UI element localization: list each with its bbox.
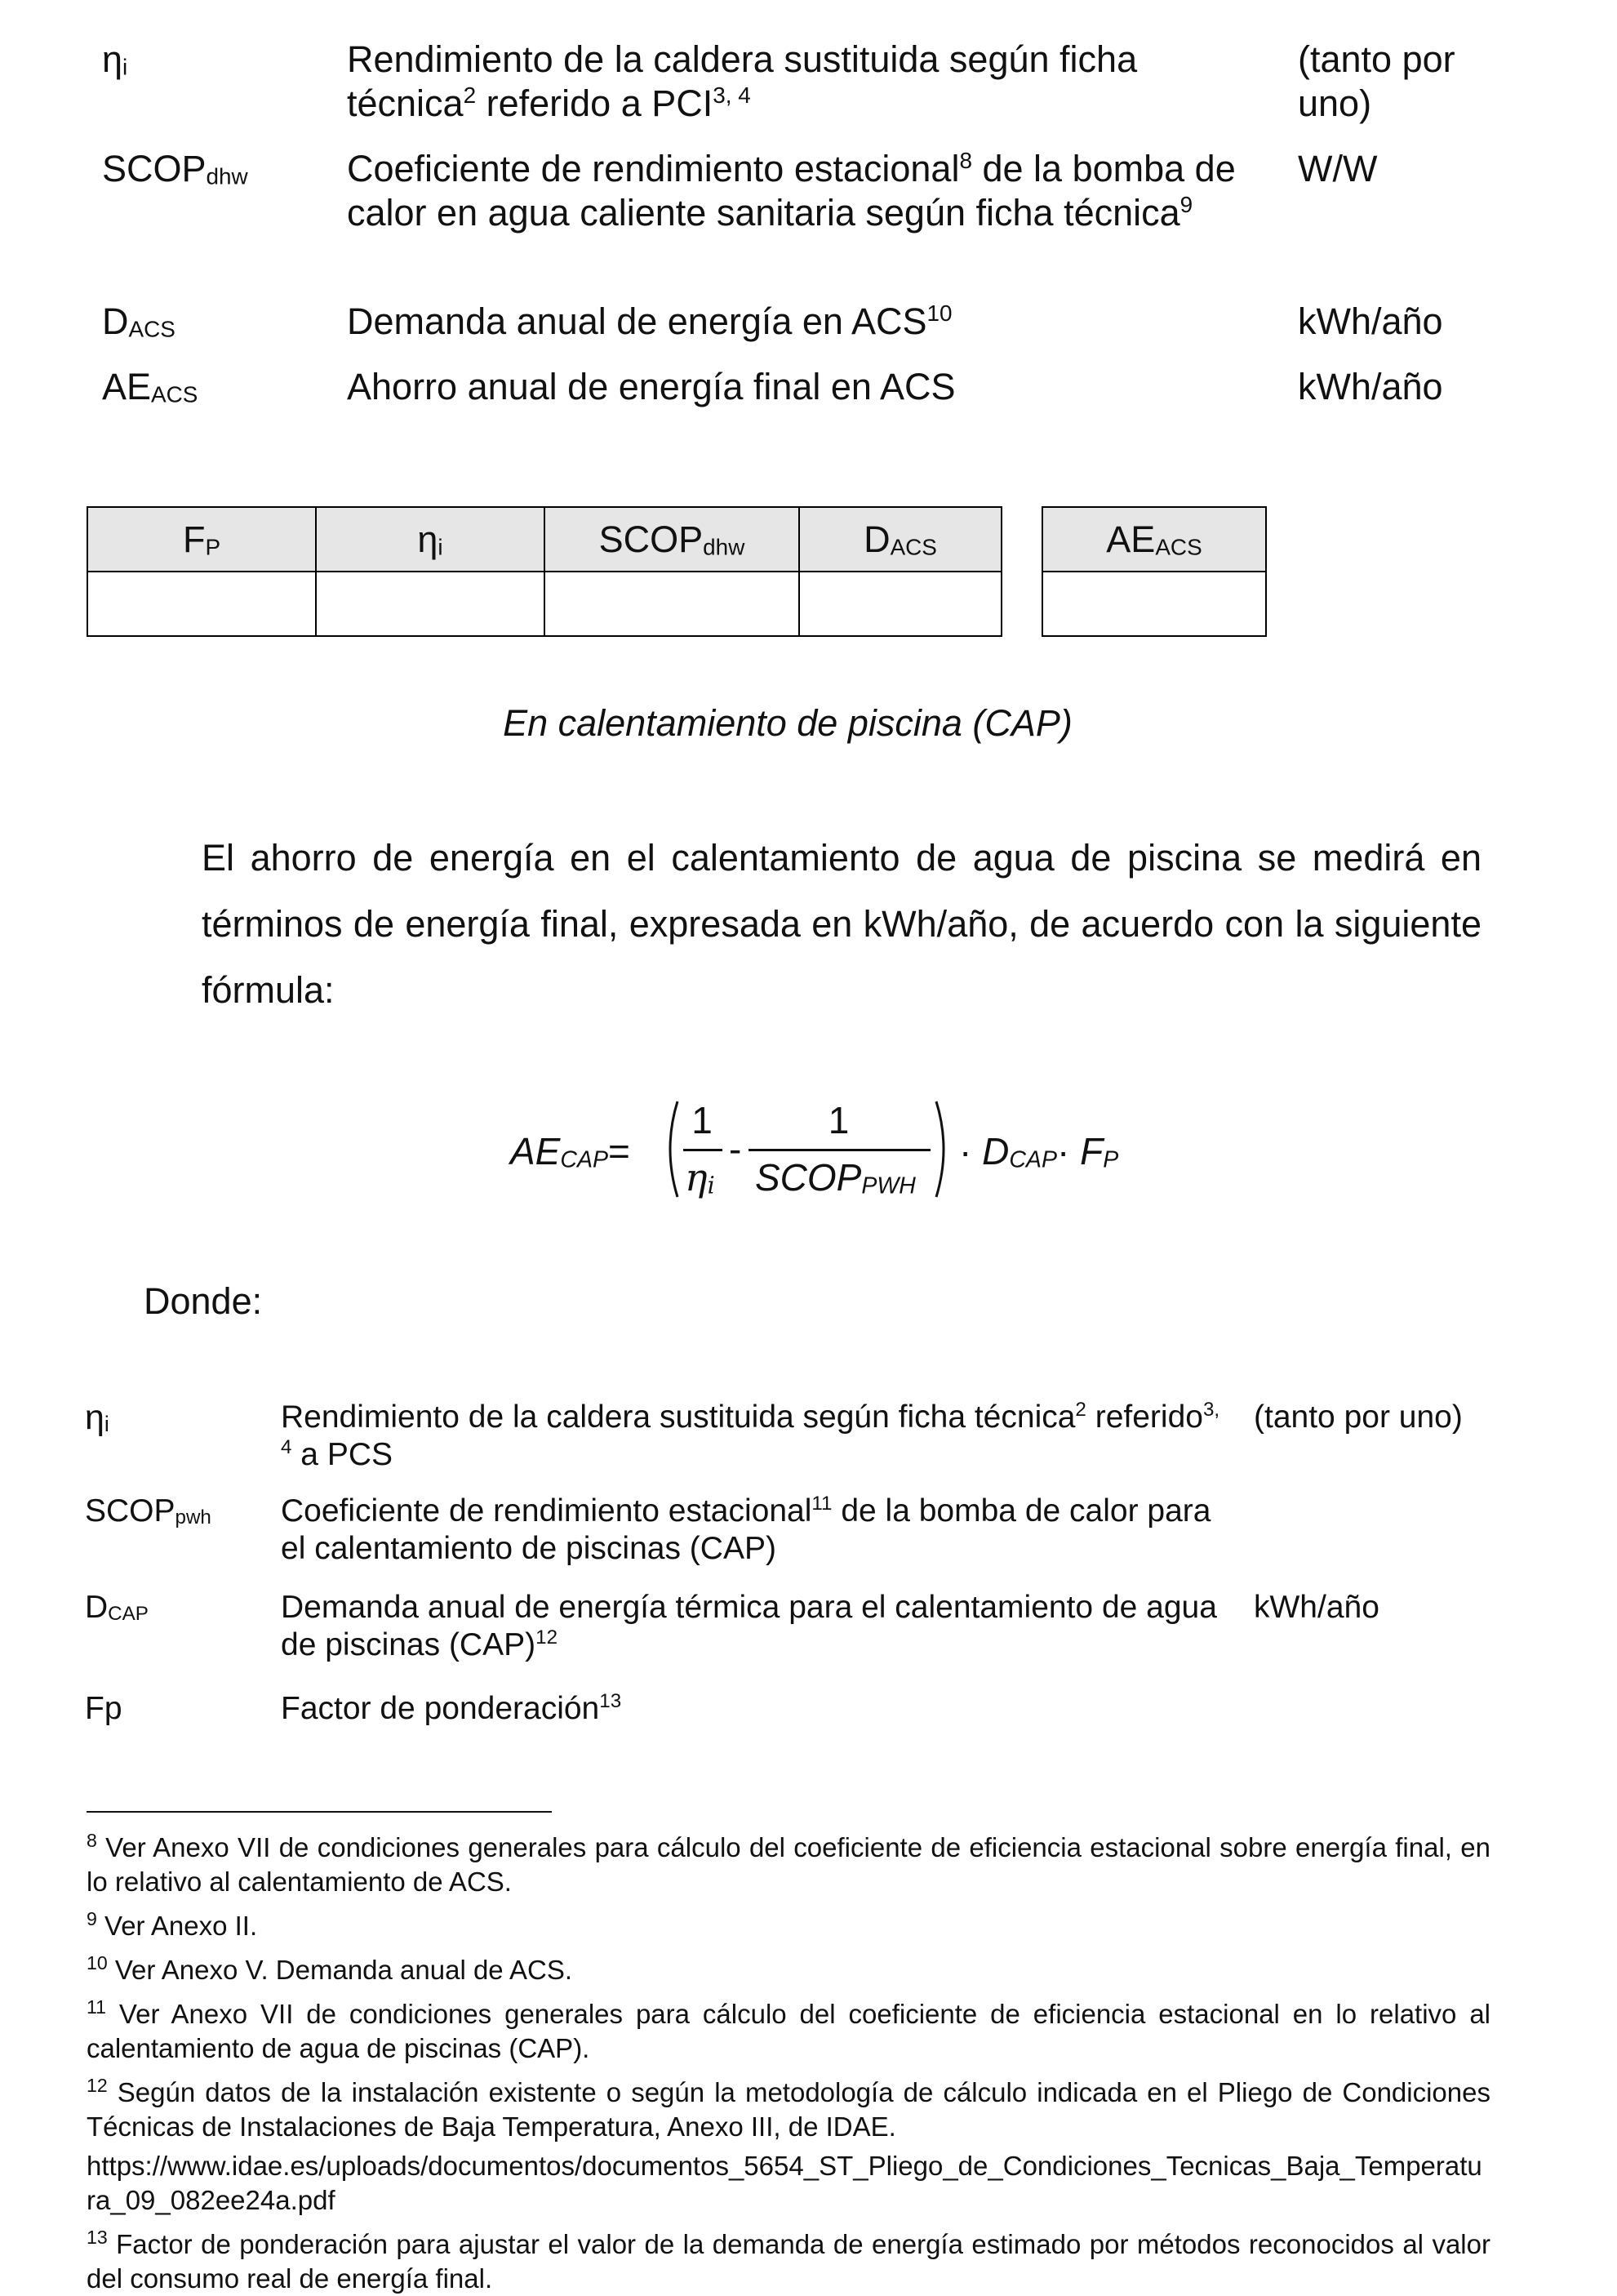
formula-minus: - (729, 1128, 742, 1170)
result-value-row (1042, 572, 1266, 636)
header-cell-aeacs: $AE_{ACS}$ (1042, 507, 1266, 572)
fraction-1-den: $\eta_i$ (685, 1155, 715, 1199)
var-description: Coeficiente de rendimiento estacional$^{11}$ de la bomba de calor para el calentamiento de piscinas (CAP) (281, 1493, 1211, 1566)
var-description: Coeficiente de rendimiento estacional$^8$ de la bomba de calor en agua caliente sanitaria según ficha técnica$^9$ (347, 148, 1236, 234)
var-unit: kWh/año (1298, 300, 1443, 342)
var-description: Demanda anual de energía térmica para el calentamiento de agua de piscinas (CAP)$^{12}$ (281, 1590, 1217, 1662)
var-symbol: Fp (85, 1691, 122, 1726)
value-cell-dacs[interactable] (799, 572, 1002, 636)
var-description: Factor de ponderación$^{13}$ (281, 1690, 622, 1726)
footnote-9: $^9$ Ver Anexo II. (87, 1908, 258, 1941)
fraction-2-bar (749, 1149, 931, 1151)
var-unit: kWh/año (1254, 1590, 1379, 1625)
var-description: Ahorro anual de energía final en ACS (347, 366, 956, 407)
var-symbol: $D_{CAP}$ (85, 1590, 149, 1625)
fraction-2-num: 1 (828, 1099, 850, 1141)
var-unit: W/W (1298, 148, 1378, 189)
section-title: En calentamiento de piscina (CAP) (503, 702, 1073, 744)
value-cell-eta[interactable] (316, 572, 544, 636)
value-cell-scop[interactable] (544, 572, 799, 636)
var-description: Rendimiento de la caldera sustituida según ficha técnica$^2$ referido$^{3,}$ $^4$ a PCS (281, 1399, 1220, 1472)
var-unit: (tanto por uno) (1298, 38, 1455, 124)
var-description: Demanda anual de energía en ACS$^{10}$ (347, 300, 953, 342)
header-cell-dacs: $D_{ACS}$ (799, 507, 1002, 572)
var-unit: kWh/año (1298, 366, 1443, 407)
footnotes (87, 1831, 1490, 2296)
fraction-2-den: $SCOP_{PWH}$ (755, 1156, 916, 1199)
value-cell-aeacs[interactable] (1042, 572, 1266, 636)
fraction-1-bar (683, 1149, 722, 1151)
value-cell-fp[interactable] (87, 572, 316, 636)
table-header-row (87, 507, 1002, 572)
var-symbol: $AE_{ACS}$ (102, 366, 198, 407)
var-description: Rendimiento de la caldera sustituida según ficha técnica$^2$ referido a PCI$^{3, 4}$ (347, 38, 1138, 124)
footnote-12-link[interactable]: https://www.idae.es/uploads/documentos/documentos_5654_ST_Pliego_de_Condiciones_Tecnicas_Baja_Temperatura_09_082ee24a.pdf (87, 2151, 1482, 2215)
input-data-table (87, 506, 1002, 637)
header-cell-fp: $F_P$ (87, 507, 316, 572)
formula-ae-cap (510, 1090, 1163, 1204)
donde-label: Donde: (144, 1280, 263, 1322)
var-symbol: $SCOP_{pwh}$ (85, 1493, 211, 1528)
var-symbol: $\eta_i$ (85, 1398, 109, 1437)
footnote-13: $^{13}$ Factor de ponderación para ajustar el valor de la demanda de energía estimado por métodos reconocidos al valor del consumo real de energía final. (87, 2227, 1490, 2294)
footnote-10: $^{10}$ Ver Anexo V. Demanda anual de ACS. (87, 1952, 573, 1985)
footnote-11: $^{11}$ Ver Anexo VII de condiciones generales para cálculo del coeficiente de eficiencia estacional en lo relativo al calentamiento de agua de piscinas (CAP). (87, 1996, 1490, 2063)
formula-lhs: $AE_{CAP}=$ (510, 1130, 630, 1173)
footnote-separator (87, 1811, 552, 1813)
header-cell-eta: $\eta_i$ (316, 507, 544, 572)
footnote-8: $^8$ Ver Anexo VII de condiciones generales para cálculo del coeficiente de eficiencia estacional sobre energía final, en lo relativo al calentamiento de ACS. (87, 1830, 1490, 1897)
table-value-row (87, 572, 1002, 636)
formula-rhs: · $D_{CAP}\cdot F_P$ (959, 1130, 1119, 1173)
result-header-row (1042, 507, 1266, 572)
var-symbol: $SCOP_{dhw}$ (102, 148, 248, 189)
header-cell-scop: $SCOP_{dhw}$ (544, 507, 799, 572)
right-paren (933, 1098, 953, 1200)
fraction-1-num: 1 (691, 1099, 713, 1141)
var-symbol: $D_{ACS}$ (102, 300, 175, 342)
footnote-12: $^{12}$ Según datos de la instalación existente o según la metodología de cálculo indicada en el Pliego de Condiciones Técnicas de Instalaciones de Baja Temperatura, Anexo III, de IDAE. (87, 2075, 1490, 2142)
body-paragraph: El ahorro de energía en el calentamiento de agua de piscina se medirá en términos de energía final, expresada en kWh/año, de acuerdo con la siguiente fórmula: (202, 837, 1482, 1011)
var-unit: (tanto por uno) (1254, 1399, 1463, 1435)
var-symbol: $\eta_i$ (102, 38, 128, 80)
result-table (1042, 506, 1267, 637)
left-paren (661, 1098, 681, 1200)
